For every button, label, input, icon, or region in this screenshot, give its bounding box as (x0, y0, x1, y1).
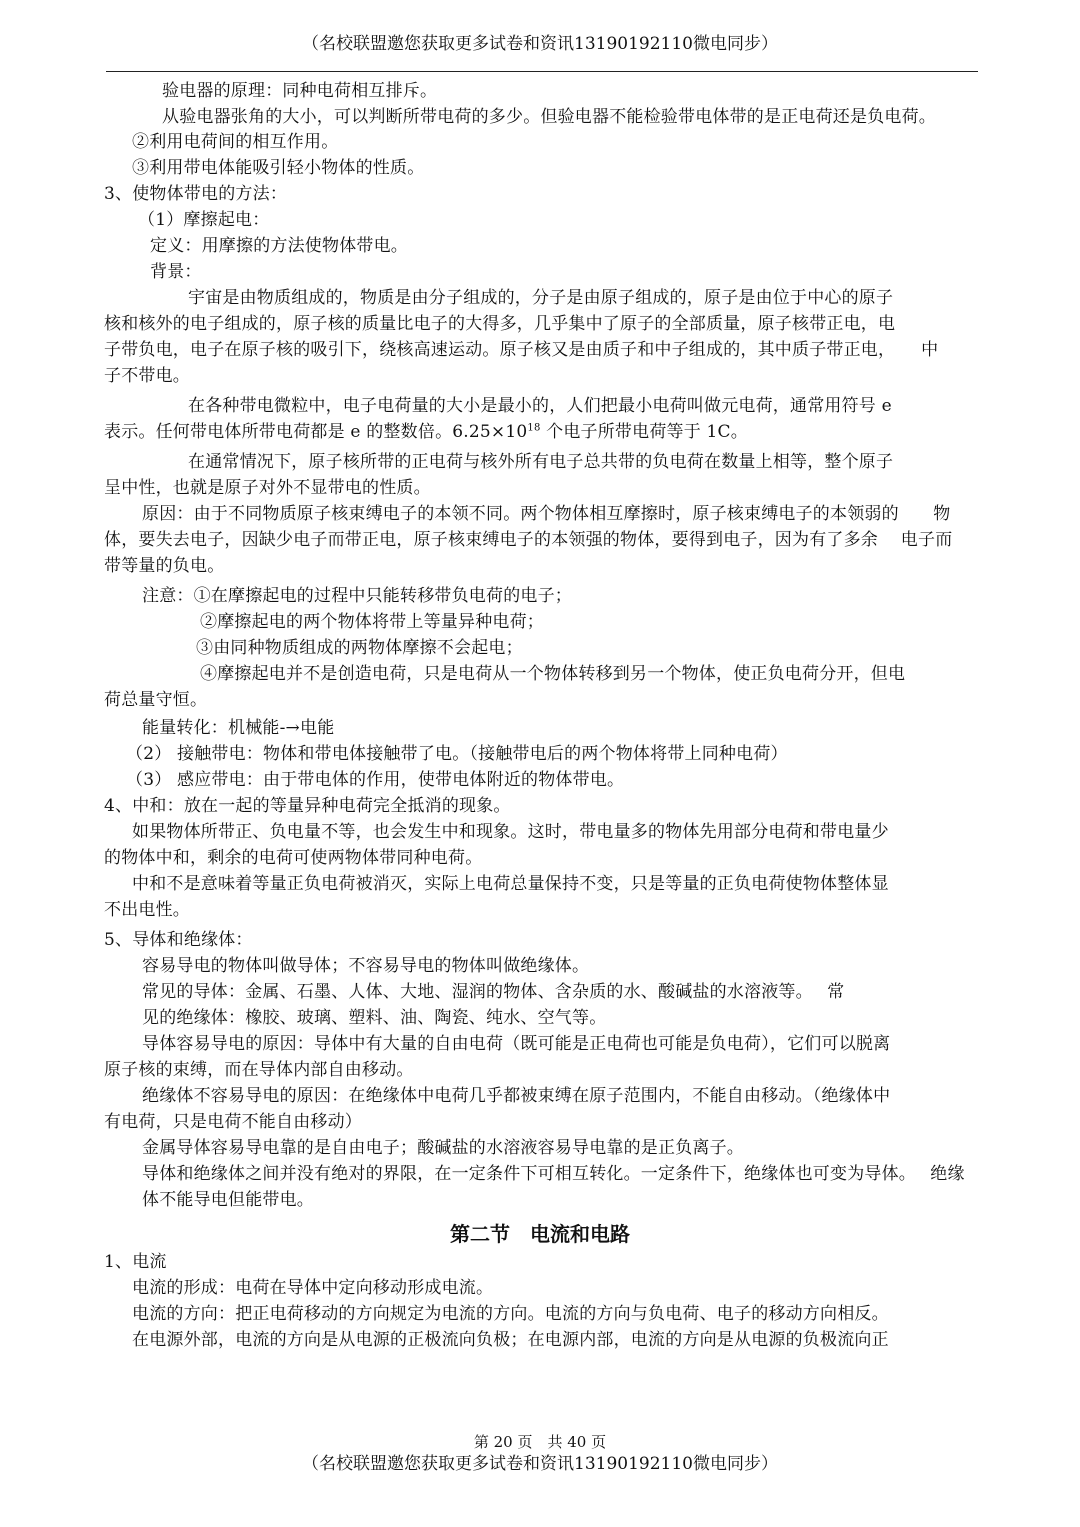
text-line: 从验电器张角的大小，可以判断所带电荷的多少。但验电器不能检验带电体带的是正电荷还是负电荷。 (162, 107, 936, 127)
text-line: 子带负电，电子在原子核的吸引下，绕核高速运动。原子核又是由质子和中子组成的，其中质子带正电， 中 (104, 340, 939, 360)
text-line: 背景： (150, 262, 202, 282)
text-line: （2） 接触带电：物体和带电体接触带了电。（接触带电后的两个物体将带上同种电荷） (126, 744, 788, 764)
text-line: 4、中和：放在一起的等量异种电荷完全抵消的现象。 (104, 796, 511, 816)
header-rule (106, 71, 978, 72)
text-line: ②利用电荷间的相互作用。 (132, 132, 339, 152)
text-line: 能量转化：机械能-→电能 (142, 718, 335, 738)
text-line: 带等量的负电。 (104, 556, 225, 576)
text-line: 1、电流 (104, 1252, 167, 1272)
text-line: 导体容易导电的原因：导体中有大量的自由电荷（既可能是正电荷也可能是负电荷），它们可以脱离 (142, 1034, 891, 1054)
text-line: 宇宙是由物质组成的，物质是由分子组成的，分子是由原子组成的，原子是由位于中心的原子 (188, 288, 894, 308)
text-line: 5、导体和绝缘体： (104, 930, 253, 950)
text-line: 绝缘体不容易导电的原因：在绝缘体中电荷几乎都被束缚在原子范围内，不能自由移动。（绝缘体中 (142, 1086, 891, 1106)
text-line: 注意：①在摩擦起电的过程中只能转移带负电荷的电子； (142, 586, 572, 606)
text-line: 导体和绝缘体之间并没有绝对的界限，在一定条件下可相互转化。一定条件下，绝缘体也可变为导体。 绝缘 (142, 1164, 965, 1184)
text-line: 金属导体容易导电靠的是自由电子；酸碱盐的水溶液容易导电靠的是正负离子。 (142, 1138, 744, 1158)
text-line: 有电荷，只是电荷不能自由移动） (104, 1112, 362, 1132)
text-line: 3、使物体带电的方法： (104, 184, 288, 204)
text-line: （1）摩擦起电： (138, 210, 270, 230)
text-line: 电流的形成：电荷在导体中定向移动形成电流。 (132, 1278, 494, 1298)
text-line: 的物体中和，剩余的电荷可使两物体带同种电荷。 (104, 848, 483, 868)
text-line: （3） 感应带电：由于带电体的作用，使带电体附近的物体带电。 (126, 770, 625, 790)
text-line: 原因：由于不同物质原子核束缚电子的本领不同。两个物体相互摩擦时，原子核束缚电子的本领弱的 物 (142, 504, 951, 524)
text-line: 如果物体所带正、负电量不等，也会发生中和现象。这时，带电量多的物体先用部分电荷和带电量少 (132, 822, 889, 842)
section-title: 第二节 电流和电路 (450, 1222, 630, 1246)
text-line: ③利用带电体能吸引轻小物体的性质。 (132, 158, 425, 178)
text-line: 验电器的原理：同种电荷相互排斥。 (162, 81, 438, 101)
text-line: 定义：用摩擦的方法使物体带电。 (150, 236, 408, 256)
text-line: 荷总量守恒。 (104, 690, 208, 710)
page-header: （名校联盟邀您获取更多试卷和资讯13190192110微电同步） (302, 34, 778, 54)
text-line: ②摩擦起电的两个物体将带上等量异种电荷； (200, 612, 544, 632)
text-line: 子不带电。 (104, 366, 190, 386)
text-line: ④摩擦起电并不是创造电荷，只是电荷从一个物体转移到另一个物体，使正负电荷分开，但电 (200, 664, 906, 684)
text-line: ③由同种物质组成的两物体摩擦不会起电； (196, 638, 523, 658)
text-line: 体不能导电但能带电。 (142, 1190, 314, 1210)
text-line: 体，要失去电子，因缺少电子而带正电，原子核束缚电子的本领强的物体，要得到电子，因为有了多余 电子而 (104, 530, 953, 550)
text-line: 呈中性，也就是原子对外不显带电的性质。 (104, 478, 431, 498)
text-line: 表示。任何带电体所带电荷都是 e 的整数倍。$6.25\times 10^{18}$ 个电子所带电荷等于 1C。 (104, 422, 748, 442)
page-footer: （名校联盟邀您获取更多试卷和资讯13190192110微电同步） (302, 1454, 778, 1474)
text-line: 核和核外的电子组成的，原子核的质量比电子的大得多，几乎集中了原子的全部质量，原子核带正电，电 (104, 314, 896, 334)
text-line: 在各种带电微粒中，电子电荷量的大小是最小的，人们把最小电荷叫做元电荷，通常用符号 e (188, 396, 892, 416)
text-line: 容易导电的物体叫做导体；不容易导电的物体叫做绝缘体。 (142, 956, 590, 976)
text-line: 不出电性。 (104, 900, 190, 920)
text-line: 在通常情况下，原子核所带的正电荷与核外所有电子总共带的负电荷在数量上相等，整个原子 (188, 452, 894, 472)
text-line: 在电源外部，电流的方向是从电源的正极流向负极；在电源内部，电流的方向是从电源的负极流向正 (132, 1330, 889, 1350)
text-line: 电流的方向：把正电荷移动的方向规定为电流的方向。电流的方向与负电荷、电子的移动方向相反。 (132, 1304, 889, 1324)
text-line: 原子核的束缚，而在导体内部自由移动。 (104, 1060, 414, 1080)
text-line: 常见的导体：金属、石墨、人体、大地、湿润的物体、含杂质的水、酸碱盐的水溶液等。 常 (142, 982, 845, 1002)
page-number: 第 20 页 共 40 页 (473, 1433, 607, 1451)
text-line: 见的绝缘体：橡胶、玻璃、塑料、油、陶瓷、纯水、空气等。 (142, 1008, 607, 1028)
text-line: 中和不是意味着等量正负电荷被消灭，实际上电荷总量保持不变，只是等量的正负电荷使物体整体显 (132, 874, 889, 894)
